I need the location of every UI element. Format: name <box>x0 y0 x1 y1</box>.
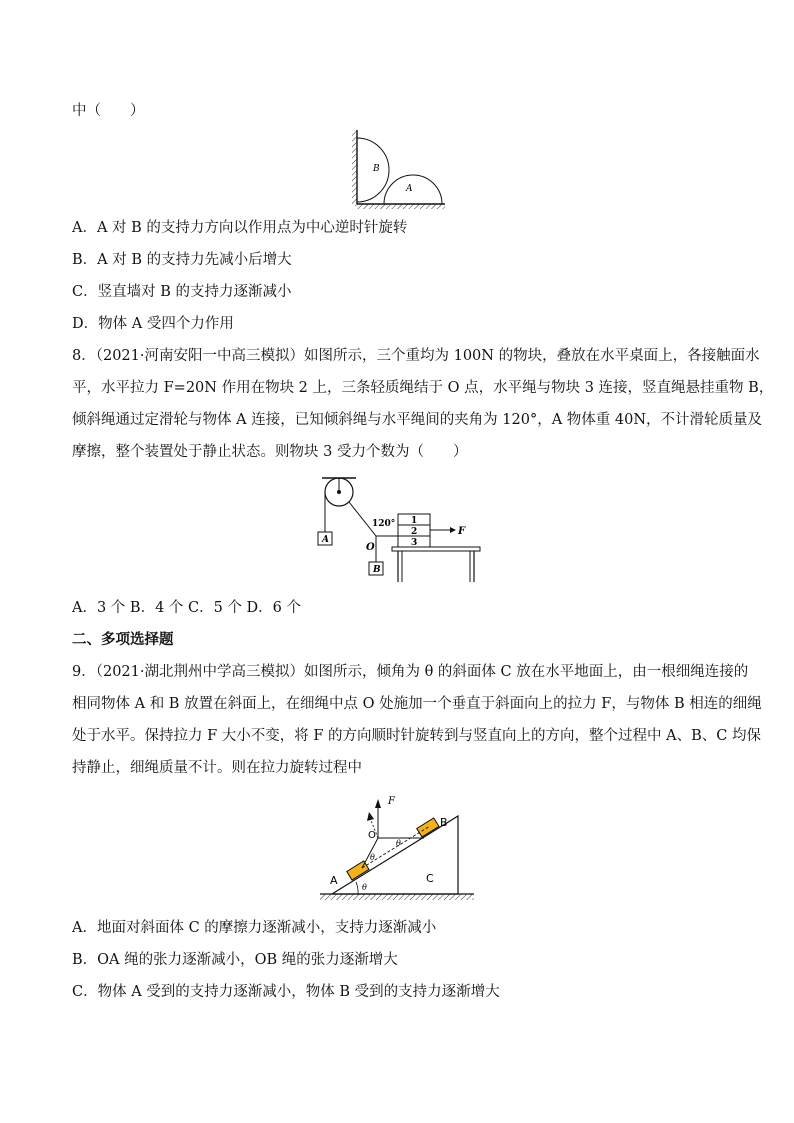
pulley-axle <box>337 490 341 494</box>
q7-option-b: B．A 对 B 的支持力先减小后增大 <box>72 252 292 268</box>
q8-line-3: 倾斜绳通过定滑轮与物体 A 连接，已知倾斜绳与水平绳间的夹角为 120°，A 物体重 40N，不计滑轮质量及 <box>72 412 763 428</box>
q7-figure <box>348 128 448 210</box>
force-f-head <box>375 799 381 808</box>
ground-hatch <box>320 894 474 900</box>
knot-label-o: O <box>368 830 376 841</box>
q8-line-2: 平，水平拉力 F=20N 作用在物块 2 上，三条轻质绳结于 O 点，水平绳与物块 3 连接，竖直绳悬挂重物 B， <box>72 380 774 396</box>
block-2-label: 2 <box>411 527 418 537</box>
q9-option-a: A．地面对斜面体 C 的摩擦力逐渐减小，支持力逐渐减小 <box>72 920 437 936</box>
floor-hatch <box>357 204 445 209</box>
angle-label: 120° <box>372 519 396 529</box>
force-f-dashed-head <box>367 812 374 821</box>
q8-line-4: 摩擦，整个装置处于静止状态。则物块 3 受力个数为（ ） <box>72 444 468 460</box>
q8-figure <box>308 474 488 584</box>
theta-label-base: θ <box>362 883 367 892</box>
knot-label: O <box>366 542 375 553</box>
theta-label-a: θ <box>370 853 375 862</box>
label-b: B <box>373 164 380 174</box>
q9-line-2: 相同物体 A 和 B 放置在斜面上，在细绳中点 O 处施加一个垂直于斜面向上的拉力 F，与物体 B 相连的细绳 <box>72 696 762 712</box>
q7-option-d: D．物体 A 受四个力作用 <box>72 316 234 332</box>
q9-option-c: C．物体 A 受到的支持力逐渐减小，物体 B 受到的支持力逐渐增大 <box>72 984 500 1000</box>
block-a-label: A <box>330 874 338 887</box>
force-f-label: F <box>388 796 395 807</box>
force-label: F <box>458 526 466 537</box>
q9-line-4: 持静止，细绳质量不计。则在拉力旋转过程中 <box>72 760 362 776</box>
q8-options: A．3 个 B．4 个 C．5 个 D．6 个 <box>72 600 302 616</box>
table-top <box>392 547 480 551</box>
weight-a-label: A <box>322 535 329 545</box>
wall-hatch <box>352 130 357 206</box>
theta-label-b: θ <box>396 839 401 848</box>
block-a <box>347 861 369 880</box>
wedge-c-label: C <box>426 872 434 885</box>
q9-line-3: 处于水平。保持拉力 F 大小不变，将 F 的方向顺时针旋转到与竖直向上的方向，整个过程中 A、B、C 均保 <box>72 728 761 744</box>
q7-option-c: C．竖直墙对 B 的支持力逐渐减小 <box>72 284 292 300</box>
section-heading: 二、多项选择题 <box>72 632 174 648</box>
q7-diagram <box>348 128 448 210</box>
q8-line-1: 8．（2021·河南安阳一中高三模拟）如图所示，三个重均为 100N 的物块，叠放在水平桌面上，各接触面水 <box>72 348 760 364</box>
q8-diagram <box>308 474 488 584</box>
force-arrowhead <box>450 527 456 533</box>
q9-diagram <box>318 788 478 906</box>
question-fragment: 中（ ） <box>72 103 145 119</box>
half-sphere-a <box>384 175 442 204</box>
block-3-label: 3 <box>411 538 418 548</box>
block-b-label: B <box>440 816 448 829</box>
weight-b-label: B <box>373 565 381 575</box>
q9-line-1: 9．（2021·湖北荆州中学高三模拟）如图所示，倾角为 θ 的斜面体 C 放在水平地面上，由一根细绳连接的 <box>72 664 749 680</box>
q7-option-a: A．A 对 B 的支持力方向以作用点为中心逆时针旋转 <box>72 220 408 236</box>
label-a: A <box>406 184 413 194</box>
theta-arc-base <box>356 882 358 894</box>
block-1-label: 1 <box>411 516 418 526</box>
q9-figure <box>318 788 478 906</box>
q9-option-b: B．OA 绳的张力逐渐减小，OB 绳的张力逐渐增大 <box>72 952 398 968</box>
